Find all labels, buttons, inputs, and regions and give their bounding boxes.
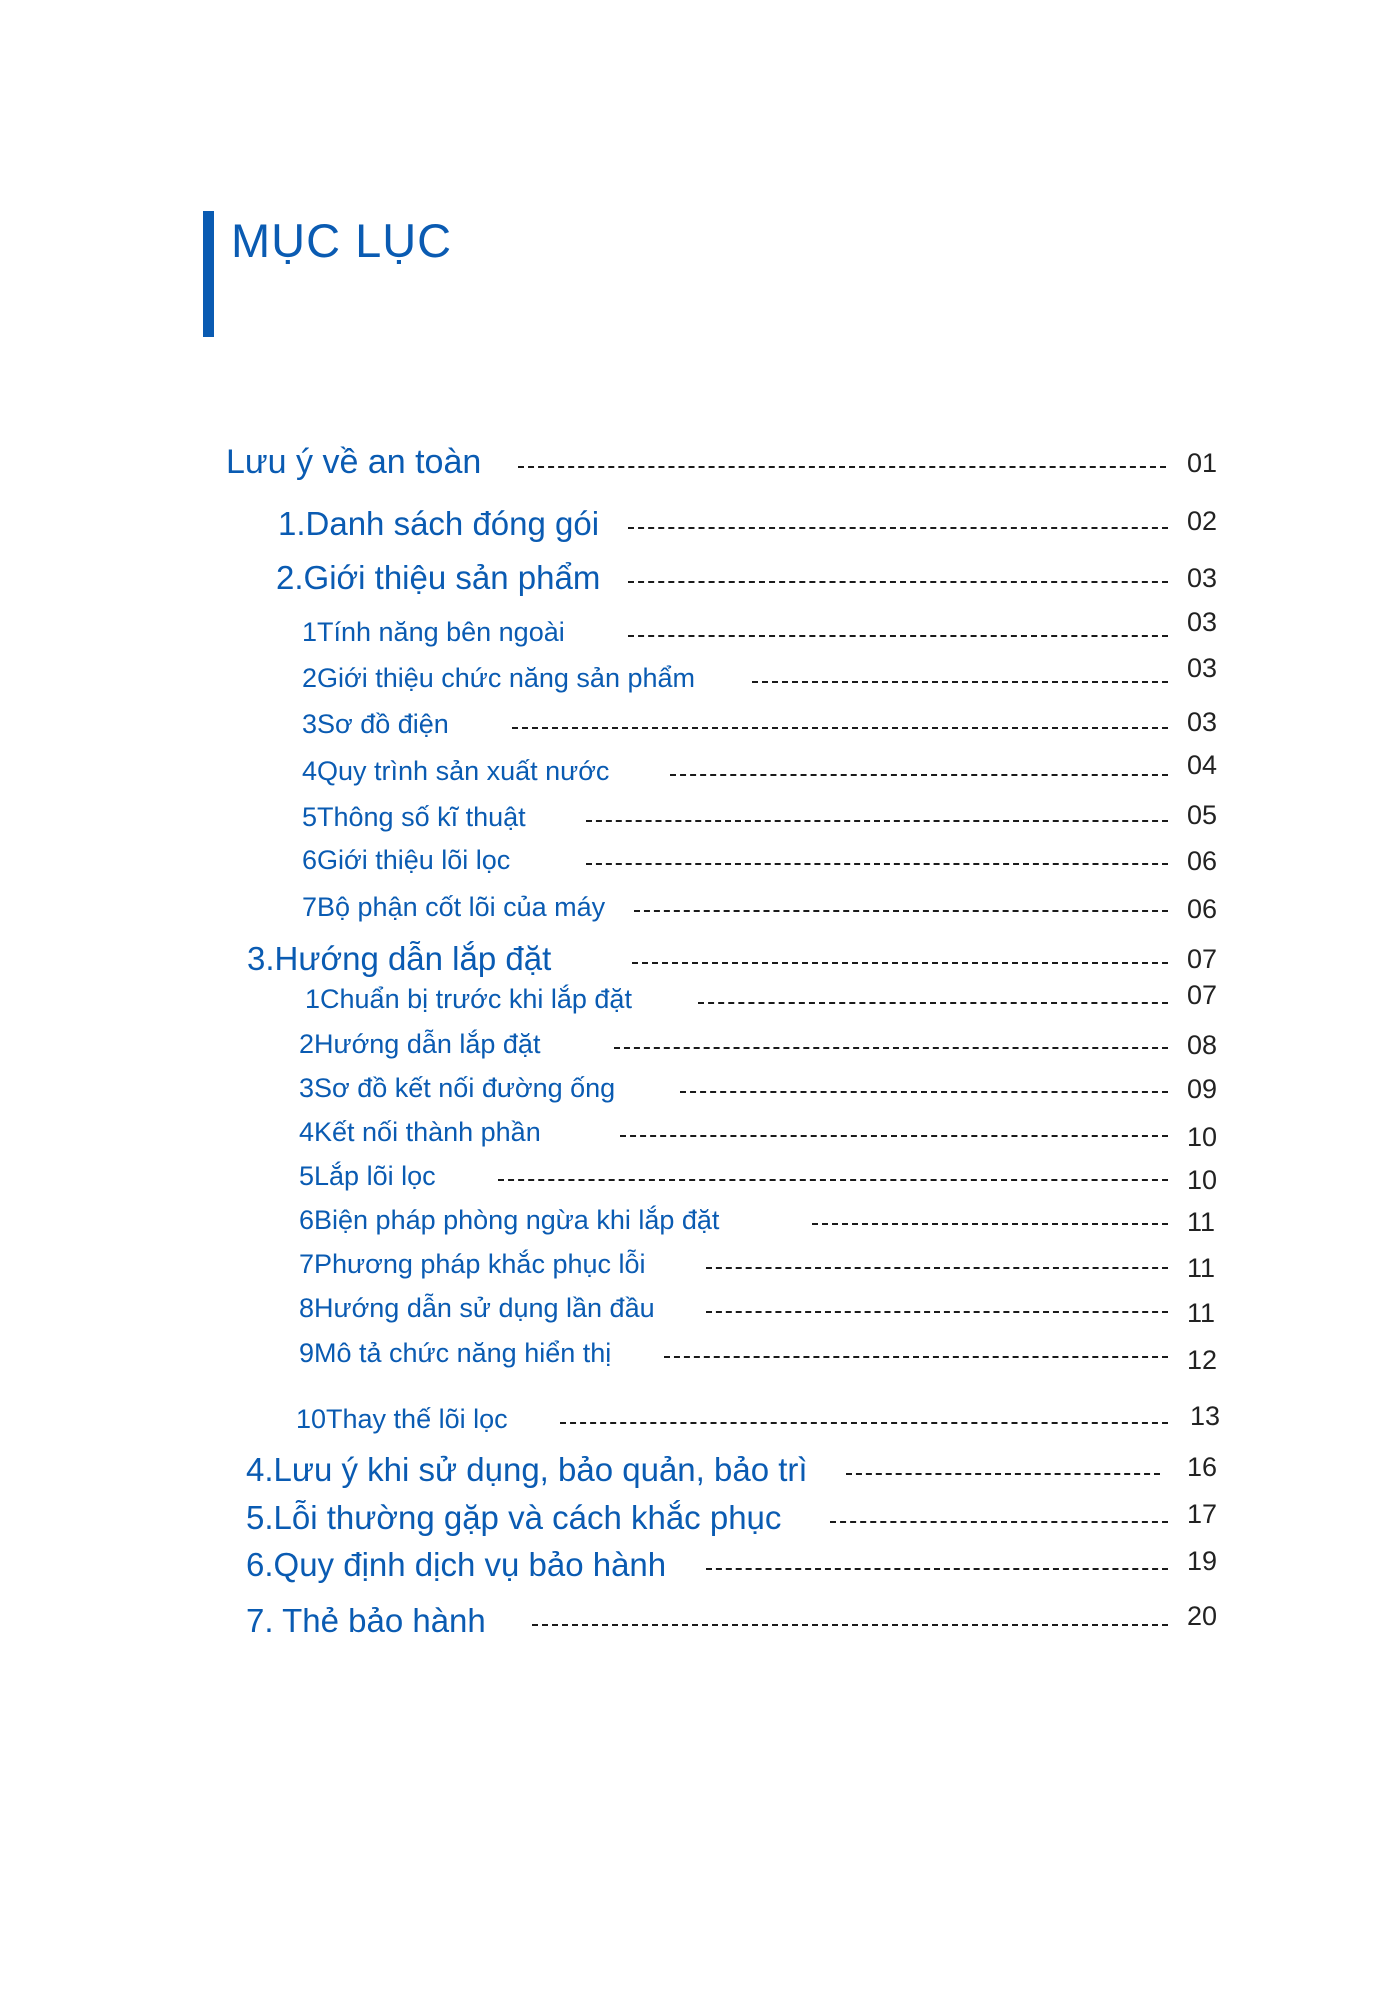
toc-entry-leader	[512, 727, 1168, 729]
toc-entry-page-number: 06	[1187, 846, 1218, 876]
toc-entry-page-number: 10	[1187, 1165, 1218, 1195]
toc-entry-label: 10Thay thế lõi lọc	[296, 1404, 508, 1435]
toc-entry-label: 9Mô tả chức năng hiển thị	[299, 1338, 612, 1369]
toc-entry-page-number: 02	[1187, 506, 1218, 536]
toc-entry-leader	[628, 581, 1168, 583]
toc-entry-leader	[614, 1047, 1168, 1049]
toc-entry-label: 6Biện pháp phòng ngừa khi lắp đặt	[299, 1205, 720, 1236]
toc-entry-label: 2Giới thiệu chức năng sản phẩm	[302, 663, 696, 694]
toc-entry-page-number: 12	[1187, 1345, 1218, 1375]
page-title: MỤC LỤC	[231, 214, 453, 267]
toc-entry-label: 1Tính năng bên ngoài	[302, 617, 565, 648]
toc-entry-label: 1.Danh sách đóng gói	[278, 504, 600, 542]
toc-entry-leader	[628, 635, 1168, 637]
toc-entry-label: 3Sơ đồ điện	[302, 709, 449, 740]
toc-entry-leader	[706, 1267, 1168, 1269]
toc-entry-leader	[560, 1422, 1168, 1424]
toc-entry-page-number: 19	[1187, 1546, 1218, 1576]
title-accent-bar	[203, 211, 214, 337]
toc-entry-label: 5.Lỗi thường gặp và cách khắc phục	[246, 1498, 782, 1536]
toc-entry-leader	[706, 1568, 1168, 1570]
toc-entry-page-number: 10	[1187, 1122, 1218, 1152]
toc-entry-page-number: 20	[1187, 1601, 1218, 1631]
toc-entry-label: 2Hướng dẫn lắp đặt	[299, 1029, 541, 1060]
toc-entry-leader	[706, 1311, 1168, 1313]
toc-entry-label: 4Quy trình sản xuất nước	[302, 756, 610, 787]
toc-entry-page-number: 03	[1187, 707, 1218, 737]
toc-entry-page-number: 05	[1187, 800, 1218, 830]
toc-entry-page-number: 04	[1187, 750, 1218, 780]
toc-entry-leader	[670, 774, 1168, 776]
toc-entry-leader	[532, 1624, 1168, 1626]
toc-entry-label: 4Kết nối thành phần	[299, 1117, 541, 1148]
toc-entry-page-number: 03	[1187, 607, 1218, 637]
toc-entry-page-number: 11	[1187, 1207, 1216, 1237]
toc-entry-page-number: 03	[1187, 653, 1218, 683]
toc-entry-leader	[620, 1135, 1168, 1137]
toc-entry-leader	[698, 1002, 1168, 1004]
toc-entry-page-number: 09	[1187, 1074, 1218, 1104]
toc-entry-leader	[498, 1179, 1168, 1181]
toc-entry-label: 6Giới thiệu lõi lọc	[302, 845, 511, 876]
toc-entry-leader	[680, 1091, 1168, 1093]
toc-entry-leader	[586, 863, 1168, 865]
toc-entry-leader	[830, 1521, 1168, 1523]
toc-entry-label: 4.Lưu ý khi sử dụng, bảo quản, bảo trì	[246, 1450, 808, 1488]
toc-entry-label: 7. Thẻ bảo hành	[246, 1601, 486, 1639]
toc-entry-page-number: 01	[1187, 448, 1218, 478]
toc-entry-label: 3Sơ đồ kết nối đường ống	[299, 1073, 616, 1104]
toc-entry-page-number: 13	[1190, 1401, 1221, 1431]
toc-entry-leader	[628, 527, 1168, 529]
toc-entry-label: 5Lắp lõi lọc	[299, 1161, 436, 1192]
toc-entry-leader	[752, 681, 1168, 683]
toc-entry-page-number: 06	[1187, 894, 1218, 924]
toc-entry-page-number: 03	[1187, 563, 1218, 593]
toc-entry-page-number: 07	[1187, 944, 1218, 974]
toc-entry-leader	[518, 466, 1166, 468]
toc-entry-leader	[586, 820, 1168, 822]
toc-entry-label: Lưu ý về an toàn	[226, 442, 482, 481]
toc-entry-label: 7Bộ phận cốt lõi của máy	[302, 892, 606, 923]
toc-entry-label: 7Phương pháp khắc phục lỗi	[299, 1249, 646, 1280]
toc-entry-label: 8Hướng dẫn sử dụng lần đầu	[299, 1293, 655, 1324]
toc-entry-label: 1Chuẩn bị trước khi lắp đặt	[305, 984, 632, 1015]
toc-entry-label: 5Thông số kĩ thuật	[302, 802, 526, 833]
toc-entry-page-number: 07	[1187, 980, 1218, 1010]
toc-entry-leader	[812, 1223, 1168, 1225]
toc-entry-page-number: 16	[1187, 1452, 1218, 1482]
toc-entry-page-number: 11	[1187, 1298, 1216, 1328]
toc-entry-leader	[634, 910, 1168, 912]
toc-entry-label: 3.Hướng dẫn lắp đặt	[247, 939, 552, 977]
toc-entry-leader	[664, 1356, 1168, 1358]
toc-entry-label: 6.Quy định dịch vụ bảo hành	[246, 1545, 667, 1583]
toc-entry-label: 2.Giới thiệu sản phẩm	[276, 558, 601, 596]
toc-entry-leader	[846, 1473, 1160, 1475]
toc-entry-leader	[632, 962, 1168, 964]
toc-entry-page-number: 08	[1187, 1030, 1218, 1060]
toc-entry-page-number: 17	[1187, 1499, 1218, 1529]
toc-entry-page-number: 11	[1187, 1253, 1216, 1283]
